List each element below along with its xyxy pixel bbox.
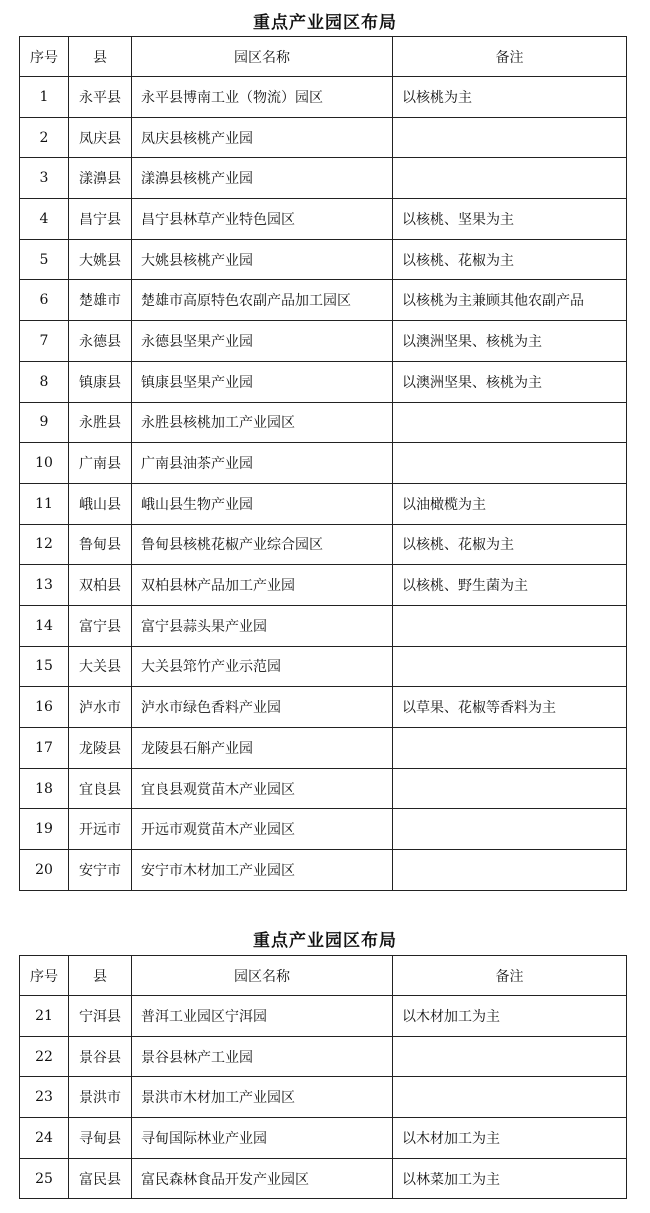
table-row xyxy=(20,687,627,728)
table-row xyxy=(20,524,627,565)
cell-park-name: 龙陵县石斛产业园 xyxy=(132,728,393,769)
header-note: 备注 xyxy=(393,37,627,77)
cell-note: 以核桃、花椒为主 xyxy=(393,524,627,565)
table-row xyxy=(20,158,627,199)
cell-no: 21 xyxy=(20,996,69,1037)
cell-park-name: 漾濞县核桃产业园 xyxy=(132,158,393,199)
table-row xyxy=(20,402,627,443)
cell-no: 17 xyxy=(20,728,69,769)
header-park-name: 园区名称 xyxy=(132,956,393,996)
cell-county: 凤庆县 xyxy=(69,117,132,158)
cell-no: 20 xyxy=(20,850,69,891)
table-row xyxy=(20,239,627,280)
cell-note: 以核桃、花椒为主 xyxy=(393,239,627,280)
cell-note xyxy=(393,1077,627,1118)
table-row xyxy=(20,996,627,1037)
cell-no: 3 xyxy=(20,158,69,199)
cell-county: 景谷县 xyxy=(69,1036,132,1077)
cell-county: 永胜县 xyxy=(69,402,132,443)
cell-note: 以核桃、坚果为主 xyxy=(393,199,627,240)
cell-park-name: 楚雄市高原特色农副产品加工园区 xyxy=(132,280,393,321)
cell-park-name: 鲁甸县核桃花椒产业综合园区 xyxy=(132,524,393,565)
cell-no: 8 xyxy=(20,361,69,402)
cell-county: 景洪市 xyxy=(69,1077,132,1118)
cell-county: 永德县 xyxy=(69,321,132,362)
cell-park-name: 普洱工业园区宁洱园 xyxy=(132,996,393,1037)
cell-no: 6 xyxy=(20,280,69,321)
header-park-name: 园区名称 xyxy=(132,37,393,77)
cell-county: 宁洱县 xyxy=(69,996,132,1037)
cell-no: 16 xyxy=(20,687,69,728)
page-title: 重点产业园区布局 xyxy=(253,13,397,33)
cell-county: 广南县 xyxy=(69,443,132,484)
table-row xyxy=(20,117,627,158)
cell-county: 安宁市 xyxy=(69,850,132,891)
cell-no: 1 xyxy=(20,77,69,118)
cell-park-name: 永胜县核桃加工产业园区 xyxy=(132,402,393,443)
cell-note: 以核桃、野生菌为主 xyxy=(393,565,627,606)
cell-note: 以草果、花椒等香料为主 xyxy=(393,687,627,728)
cell-park-name: 宜良县观赏苗木产业园区 xyxy=(132,768,393,809)
park-table xyxy=(19,955,627,1199)
cell-county: 大姚县 xyxy=(69,239,132,280)
cell-county: 漾濞县 xyxy=(69,158,132,199)
cell-park-name: 开远市观赏苗木产业园区 xyxy=(132,809,393,850)
cell-county: 泸水市 xyxy=(69,687,132,728)
cell-note: 以核桃为主 xyxy=(393,77,627,118)
cell-note xyxy=(393,158,627,199)
cell-county: 双柏县 xyxy=(69,565,132,606)
cell-county: 昌宁县 xyxy=(69,199,132,240)
header-no: 序号 xyxy=(20,37,69,77)
cell-no: 9 xyxy=(20,402,69,443)
table-row xyxy=(20,728,627,769)
cell-county: 峨山县 xyxy=(69,483,132,524)
cell-no: 2 xyxy=(20,117,69,158)
cell-note: 以林菜加工为主 xyxy=(393,1158,627,1199)
page-title: 重点产业园区布局 xyxy=(253,931,397,951)
cell-no: 11 xyxy=(20,483,69,524)
cell-note xyxy=(393,605,627,646)
cell-park-name: 富民森林食品开发产业园区 xyxy=(132,1158,393,1199)
cell-note xyxy=(393,768,627,809)
table-row xyxy=(20,565,627,606)
cell-park-name: 双柏县林产品加工产业园 xyxy=(132,565,393,606)
cell-no: 13 xyxy=(20,565,69,606)
cell-county: 大关县 xyxy=(69,646,132,687)
header-county: 县 xyxy=(69,956,132,996)
header-note: 备注 xyxy=(393,956,627,996)
cell-no: 24 xyxy=(20,1118,69,1159)
cell-park-name: 镇康县坚果产业园 xyxy=(132,361,393,402)
table-header-row xyxy=(20,37,627,77)
cell-no: 12 xyxy=(20,524,69,565)
cell-county: 镇康县 xyxy=(69,361,132,402)
park-table xyxy=(19,36,627,891)
cell-note xyxy=(393,646,627,687)
cell-park-name: 景谷县林产工业园 xyxy=(132,1036,393,1077)
cell-park-name: 广南县油茶产业园 xyxy=(132,443,393,484)
cell-note xyxy=(393,117,627,158)
cell-note xyxy=(393,728,627,769)
cell-no: 7 xyxy=(20,321,69,362)
cell-county: 富民县 xyxy=(69,1158,132,1199)
cell-park-name: 安宁市木材加工产业园区 xyxy=(132,850,393,891)
cell-no: 25 xyxy=(20,1158,69,1199)
header-no: 序号 xyxy=(20,956,69,996)
cell-note: 以油橄榄为主 xyxy=(393,483,627,524)
cell-county: 富宁县 xyxy=(69,605,132,646)
table-row xyxy=(20,809,627,850)
cell-county: 开远市 xyxy=(69,809,132,850)
table-row xyxy=(20,361,627,402)
cell-no: 5 xyxy=(20,239,69,280)
cell-park-name: 永平县博南工业（物流）园区 xyxy=(132,77,393,118)
table-row xyxy=(20,1036,627,1077)
cell-note: 以澳洲坚果、核桃为主 xyxy=(393,321,627,362)
header-county: 县 xyxy=(69,37,132,77)
table-row xyxy=(20,850,627,891)
cell-park-name: 景洪市木材加工产业园区 xyxy=(132,1077,393,1118)
cell-park-name: 昌宁县林草产业特色园区 xyxy=(132,199,393,240)
cell-note: 以木材加工为主 xyxy=(393,996,627,1037)
table-row xyxy=(20,605,627,646)
cell-park-name: 泸水市绿色香料产业园 xyxy=(132,687,393,728)
table-header-row xyxy=(20,956,627,996)
table-row xyxy=(20,443,627,484)
table-row xyxy=(20,199,627,240)
cell-park-name: 寻甸国际林业产业园 xyxy=(132,1118,393,1159)
cell-park-name: 凤庆县核桃产业园 xyxy=(132,117,393,158)
table-row xyxy=(20,646,627,687)
table-row xyxy=(20,768,627,809)
cell-note xyxy=(393,1036,627,1077)
cell-county: 鲁甸县 xyxy=(69,524,132,565)
cell-park-name: 大关县筇竹产业示范园 xyxy=(132,646,393,687)
cell-park-name: 永德县坚果产业园 xyxy=(132,321,393,362)
cell-no: 14 xyxy=(20,605,69,646)
cell-county: 龙陵县 xyxy=(69,728,132,769)
table-row xyxy=(20,77,627,118)
cell-note xyxy=(393,850,627,891)
table-row xyxy=(20,1118,627,1159)
cell-note: 以木材加工为主 xyxy=(393,1118,627,1159)
cell-county: 永平县 xyxy=(69,77,132,118)
table-row xyxy=(20,1077,627,1118)
cell-no: 22 xyxy=(20,1036,69,1077)
table-row xyxy=(20,321,627,362)
cell-county: 寻甸县 xyxy=(69,1118,132,1159)
cell-note xyxy=(393,443,627,484)
cell-no: 10 xyxy=(20,443,69,484)
cell-park-name: 富宁县蒜头果产业园 xyxy=(132,605,393,646)
table-row xyxy=(20,483,627,524)
cell-no: 18 xyxy=(20,768,69,809)
cell-park-name: 峨山县生物产业园 xyxy=(132,483,393,524)
cell-no: 23 xyxy=(20,1077,69,1118)
cell-park-name: 大姚县核桃产业园 xyxy=(132,239,393,280)
cell-county: 楚雄市 xyxy=(69,280,132,321)
table-row xyxy=(20,280,627,321)
cell-note xyxy=(393,809,627,850)
cell-note: 以核桃为主兼顾其他农副产品 xyxy=(393,280,627,321)
table-row xyxy=(20,1158,627,1199)
cell-note: 以澳洲坚果、核桃为主 xyxy=(393,361,627,402)
cell-county: 宜良县 xyxy=(69,768,132,809)
cell-no: 15 xyxy=(20,646,69,687)
cell-note xyxy=(393,402,627,443)
cell-no: 4 xyxy=(20,199,69,240)
cell-no: 19 xyxy=(20,809,69,850)
